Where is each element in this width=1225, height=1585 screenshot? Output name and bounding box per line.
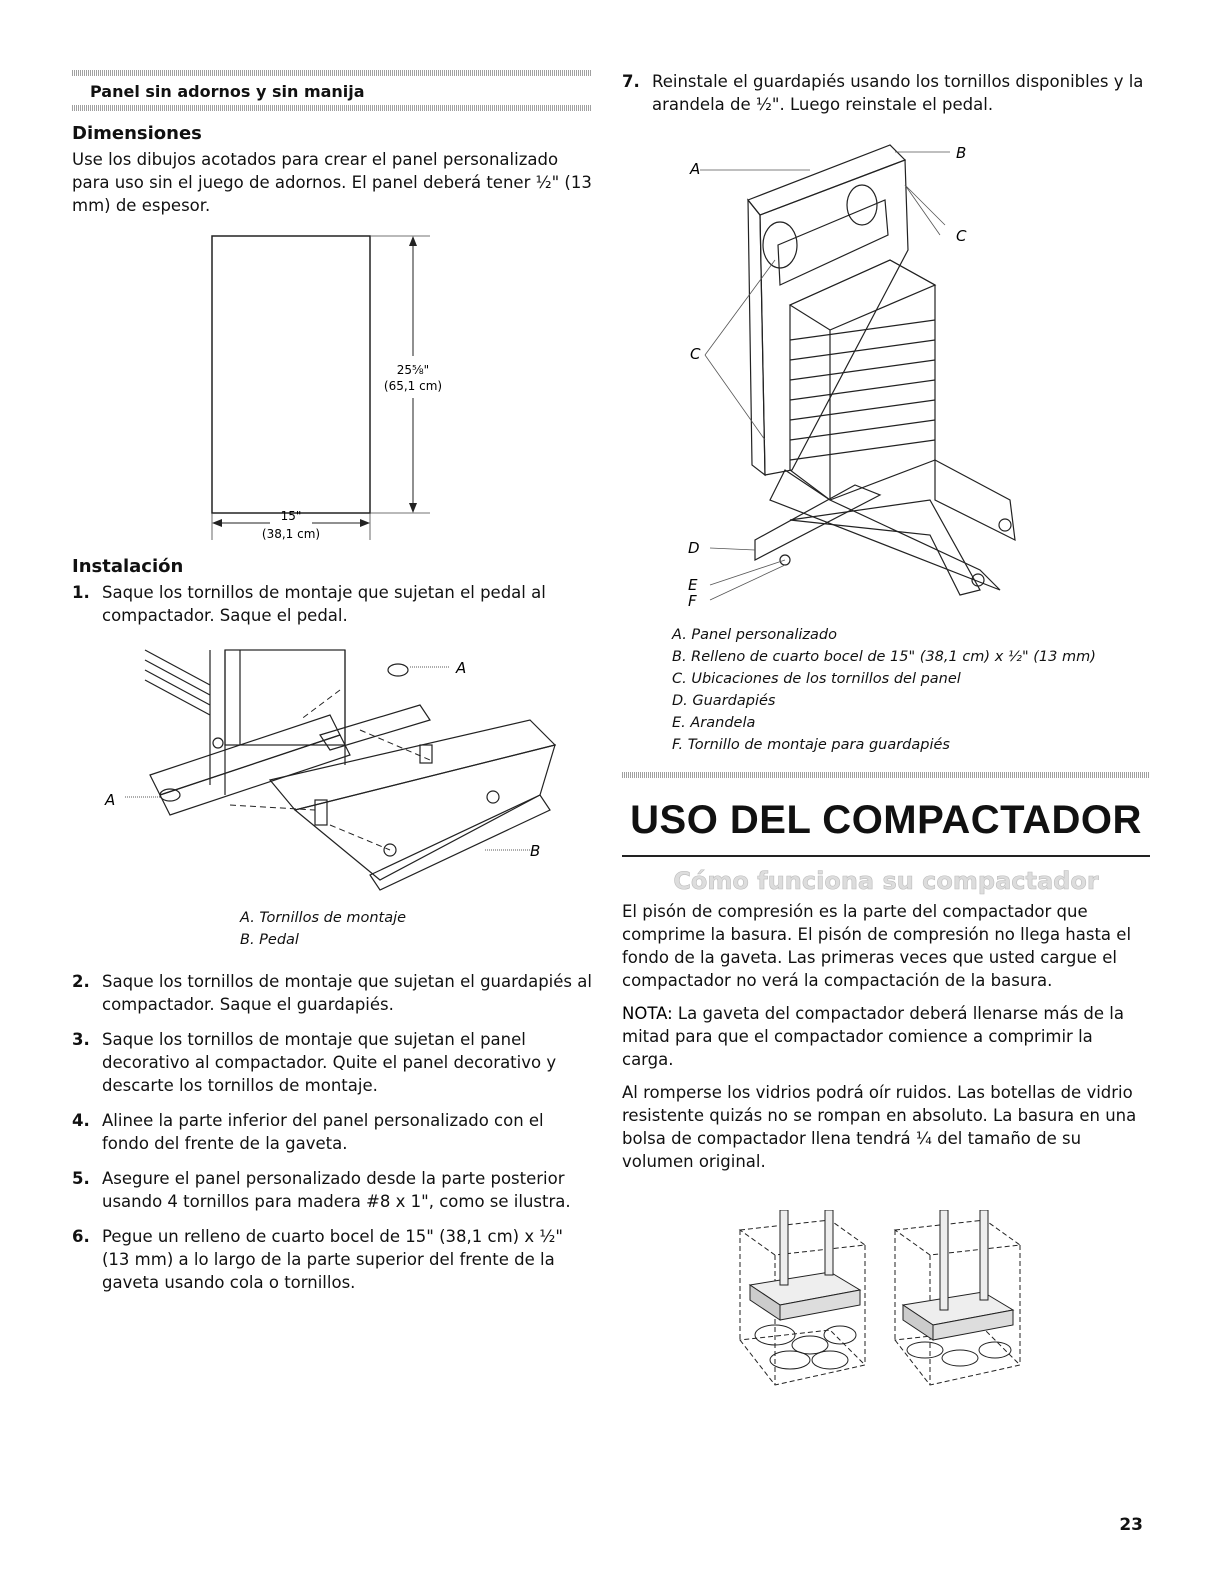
step-text: Reinstale el guardapiés usando los tornillos disponibles y la arandela de ½". Luego reinstale el pedal.: [652, 72, 1144, 114]
label-a-top: A: [456, 659, 467, 677]
install-step-1-list: [72, 581, 592, 627]
compactor-text: [622, 900, 1144, 1183]
height-label: 25⅝": [396, 363, 430, 377]
install-section: [72, 556, 592, 639]
paragraph-nota: [622, 1002, 1144, 1071]
label-d: D: [688, 539, 700, 557]
caption-filler: B. Relleno de cuarto bocel de 15" (38,1 cm) x ½" (13 mm): [672, 649, 1096, 665]
top-rule: [72, 70, 592, 76]
dimensions-title: Dimensiones: [72, 123, 202, 144]
step-number: 1.: [72, 583, 90, 602]
width-label: 15": [280, 509, 302, 523]
label-c-left: C: [690, 345, 701, 363]
label-f: F: [688, 592, 697, 610]
step-5: [72, 1167, 592, 1213]
install-title: Instalación: [72, 556, 184, 577]
caption-b: B. Pedal: [240, 932, 299, 948]
step-number: 7.: [622, 72, 640, 91]
step-7-block: [622, 70, 1144, 128]
installation-captions: [672, 624, 1152, 756]
caption-screw-locations: C. Ubicaciones de los tornillos del panel: [672, 671, 961, 687]
step-number: 6.: [72, 1227, 90, 1246]
width-metric: (38,1 cm): [261, 527, 321, 541]
pedal-removal-drawing: [100, 645, 560, 895]
compaction-illustration: [735, 1210, 1035, 1390]
section-title: USO DEL COMPACTADOR: [630, 798, 1142, 842]
step-4: [72, 1109, 592, 1155]
step-6: [72, 1225, 592, 1294]
compaction-before: [740, 1210, 865, 1385]
caption-a: A. Tornillos de montaje: [240, 910, 407, 926]
compactor-use-section: [622, 772, 1150, 895]
panel-installation-drawing: [680, 140, 1050, 610]
panel-outline: [212, 236, 370, 513]
step-7-list: [622, 70, 1144, 116]
label-b: B: [956, 144, 967, 162]
step-1: [72, 581, 592, 627]
section-rule: [622, 772, 1150, 778]
pedal-caption: [72, 907, 592, 951]
step-text: Saque los tornillos de montaje que sujetan el guardapiés al compactador. Saque el guardapiés.: [102, 972, 592, 1014]
label-c-right: C: [956, 227, 967, 245]
step-text: Saque los tornillos de montaje que sujetan el pedal al compactador. Saque el pedal.: [102, 583, 546, 625]
caption-screw: F. Tornillo de montaje para guardapiés: [672, 737, 950, 753]
install-steps-continued: [72, 970, 592, 1306]
subsection-title: Cómo funciona su compactador: [673, 867, 1099, 895]
step-text: Pegue un relleno de cuarto bocel de 15" (38,1 cm) x ½" (13 mm) a lo largo de la parte superior del frente de la gaveta usando cola o tornillos.: [102, 1227, 563, 1292]
nota-text: La gaveta del compactador deberá llenarse más de la mitad para que el compactador comience a comprimir la carga.: [622, 1004, 1124, 1069]
label-a-left: A: [105, 791, 116, 809]
panel-dimension-drawing: [200, 228, 450, 548]
height-metric: (65,1 cm): [383, 379, 443, 393]
step-3: [72, 1028, 592, 1097]
caption-panel: A. Panel personalizado: [672, 627, 838, 643]
panel-heading: Panel sin adornos y sin manija: [90, 82, 365, 101]
step-number: 3.: [72, 1030, 90, 1049]
caption-toe-kick: D. Guardapiés: [672, 693, 776, 709]
label-e: E: [688, 576, 698, 594]
step-text: Asegure el panel personalizado desde la parte posterior usando 4 tornillos para madera #8 x 1", como se ilustra.: [102, 1169, 571, 1211]
caption-washer: E. Arandela: [672, 715, 756, 731]
heading-rule: [72, 105, 592, 111]
nota-label: NOTA:: [622, 1004, 673, 1023]
step-text: Saque los tornillos de montaje que sujetan el panel decorativo al compactador. Quite el panel decorativo y descarte los tornillos de montaje.: [102, 1030, 557, 1095]
label-a: A: [690, 160, 701, 178]
step-text: Alinee la parte inferior del panel personalizado con el fondo del frente de la gaveta.: [102, 1111, 544, 1153]
label-b: B: [530, 842, 541, 860]
page-number: 23: [1119, 1515, 1143, 1535]
step-7: [622, 70, 1144, 116]
steps-list: [72, 970, 592, 1294]
title-underline: [622, 855, 1150, 857]
dimensions-text: Use los dibujos acotados para crear el panel personalizado para uso sin el juego de adornos. El panel deberá tener ½" (13 mm) de espesor.: [72, 150, 592, 215]
left-column: [72, 70, 592, 227]
step-number: 4.: [72, 1111, 90, 1130]
compaction-after: [895, 1210, 1020, 1385]
paragraph-ram: El pisón de compresión es la parte del compactador que comprime la basura. El pisón de compresión no llega hasta el fondo de la gaveta. Las primeras veces que usted cargue el compactador no verá la compactación de la basura.: [622, 902, 1132, 990]
paragraph-glass: Al romperse los vidrios podrá oír ruidos. Las botellas de vidrio resistente quizás no se rompan en absoluto. La basura en una bolsa de compactador llena tendrá ¼ del tamaño de su volumen original.: [622, 1083, 1137, 1171]
step-number: 2.: [72, 972, 90, 991]
step-number: 5.: [72, 1169, 90, 1188]
step-2: [72, 970, 592, 1016]
